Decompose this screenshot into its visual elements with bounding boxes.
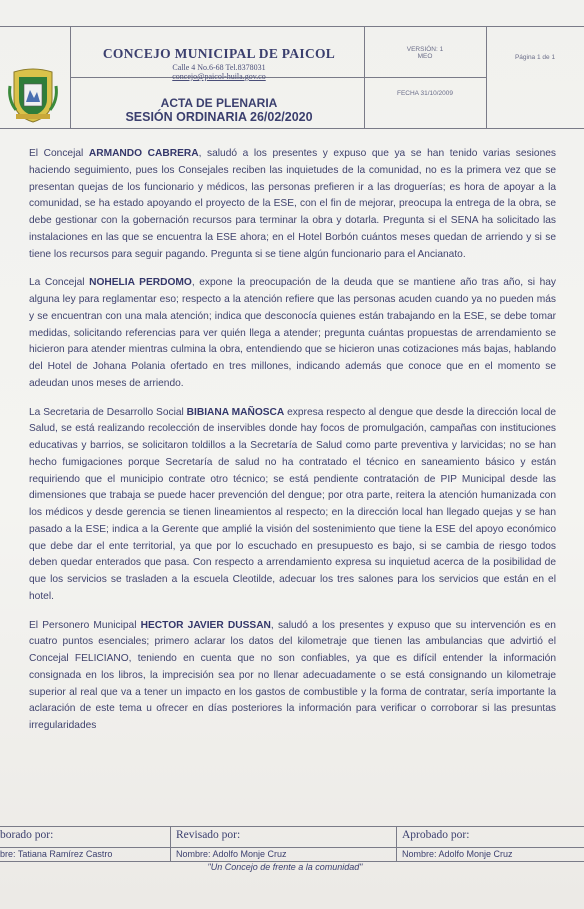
speaker-name: NOHELIA PERDOMO: [89, 277, 192, 289]
paragraph-text: , saludó a los presentes y expuso que ya se han tenido varias sesiones haciendo seguimiento, pues los Consejales reciben las inquietudes de la comunidad, no es la primera vez que se presentan quejas de los funcionario y médicos, las personas prefieren ir a las droguerías; es hora de apoyar a la comunidad, se ha estado apoyando el proyecto de la ESE, con el fin de mejorar, preocupa la entrega de la obra, se debe gestionar con la gobernación recursos para terminar la obra y dotarla. Pregunta si el SENA ha solicitado las instalaciones en las que se encuentra la ESE ahora; en el Hotel Borbón cuántos meses quedan de arriendo y si se tiene los recursos para seguir pagando. Pregunta si se tiene algún funcionario para el Ancianato.: [29, 148, 556, 260]
municipal-coat-of-arms-icon: [6, 66, 60, 124]
speaker-name: BIBIANA MAÑOSCA: [186, 406, 285, 418]
paragraph: [29, 146, 556, 263]
footer-motto: "Un Concejo de frente a la comunidad": [207, 862, 363, 872]
paragraph: [29, 618, 556, 735]
aprobado-label: Aprobado por:: [402, 829, 470, 841]
revisado-name: Nombre: Adolfo Monje Cruz: [176, 849, 287, 859]
org-email: concejo@paicol-huila.gov.co: [172, 72, 266, 81]
paragraph-text: , saludó a los presentes y expuso que su intervención es en cuatro puntos esenciales; primero aclarar los datos del kilometraje que tienen las ambulancias que advirtió el Concejal FELICIANO, teniendo en cuenta que no son confiables, ya que es difícil entender la información consignada en los libros, la imprecisión sea por no llenar adecuadamente o se está consignando un kilometraje superior al real que va a tener un impacto en los gastos de combustible y la forma de contratar, sería importante la aclaración de este tema u ofrecer en días posteriores la información para verificar o corroborar si las presuntas irregularidades: [29, 619, 556, 731]
speaker-role: La Concejal: [29, 277, 85, 289]
document-title: ACTA DE PLENARIA: [160, 96, 278, 110]
document-header: [0, 14, 584, 132]
minutes-body: [29, 146, 556, 747]
org-address: Calle 4 No.6-68 Tel.8378031: [172, 63, 266, 72]
version-label: VERSIÓN: 1: [406, 46, 444, 53]
speaker-name: ARMANDO CABRERA: [88, 148, 199, 159]
code-label: MEO: [417, 53, 433, 60]
paragraph-text: , expone la preocupación de la deuda que se mantiene año tras año, si hay alguna ley para reglamentar eso; respecto a la atención refiere que las personas acuden cuando ya no pueden más y se encuentran con una mala atención; indica que desconocía quienes están trabajando en la ESE, se debe tomar medidas, solicitando referencias para ver quién llega a atender; pregunta cuántas propuestas de arrendamiento se hicieron para atender mientras culmina la obra, entendiendo que se hicieron unas cotizaciones más bajas, hablando del Hotel de Johana Polania ofertado en tres millones, indicando además que conoce que en el momento se adeudan unos meses de arriendo.: [29, 277, 556, 389]
speaker-name: HECTOR JAVIER DUSSAN: [140, 619, 271, 631]
page-number: Página 1 de 1: [514, 54, 556, 61]
paragraph: [29, 405, 556, 606]
elaborado-label: borado por:: [0, 829, 54, 841]
revisado-label: Revisado por:: [176, 829, 241, 841]
date-label: FECHA 31/10/2009: [396, 90, 453, 97]
speaker-role: La Secretaria de Desarrollo Social: [29, 406, 184, 418]
speaker-role: El Concejal: [29, 148, 84, 159]
session-title: SESIÓN ORDINARIA 26/02/2020: [125, 110, 313, 124]
aprobado-name: Nombre: Adolfo Monje Cruz: [402, 849, 513, 859]
org-name: CONCEJO MUNICIPAL DE PAICOL: [102, 46, 336, 61]
paragraph-text: expresa respecto al dengue que desde la dirección local de Salud, se está realizando recolección de inservibles donde hay focos de promulgación, campañas con instituciones educativas y barrios, se solicitaron toldillos a la Secretaría de Salud como parte preventiva y larvicidas; no se han hecho fumigaciones porque Secretaría de salud no ha contratado el técnico en saneamiento básico y están requiriendo que el municipio contrate otro técnico; se está pendiente contratación de PIP Municipal desde las dimensiones que trabaja se puede hacer prevención del dengue; por otra parte, reitera la atención humanizada con los médicos y desde gerencia se tienen lineamientos al respecto; en la dirección local han llegado quejas y se han pasado a la ESE; indica a la Gerente que amplié la visión del sostenimiento que tiene la ESE del apoyo económico que debe dar el ente territorial, ya que por lo escuchado en presupuesto es bajo, si se cambia de riesgo todos deben quedar enterados que pasa. Con respecto a arrendamiento expresa su inquietud acerca de la posibilidad de que los servicios se trasladen a la escuela Cleotilde, adecuar los tres salones para los servicios que están en el hotel.: [29, 406, 556, 602]
elaborado-name: bre: Tatiana Ramírez Castro: [0, 849, 113, 859]
paragraph: [29, 275, 556, 392]
speaker-role: El Personero Municipal: [29, 619, 137, 631]
